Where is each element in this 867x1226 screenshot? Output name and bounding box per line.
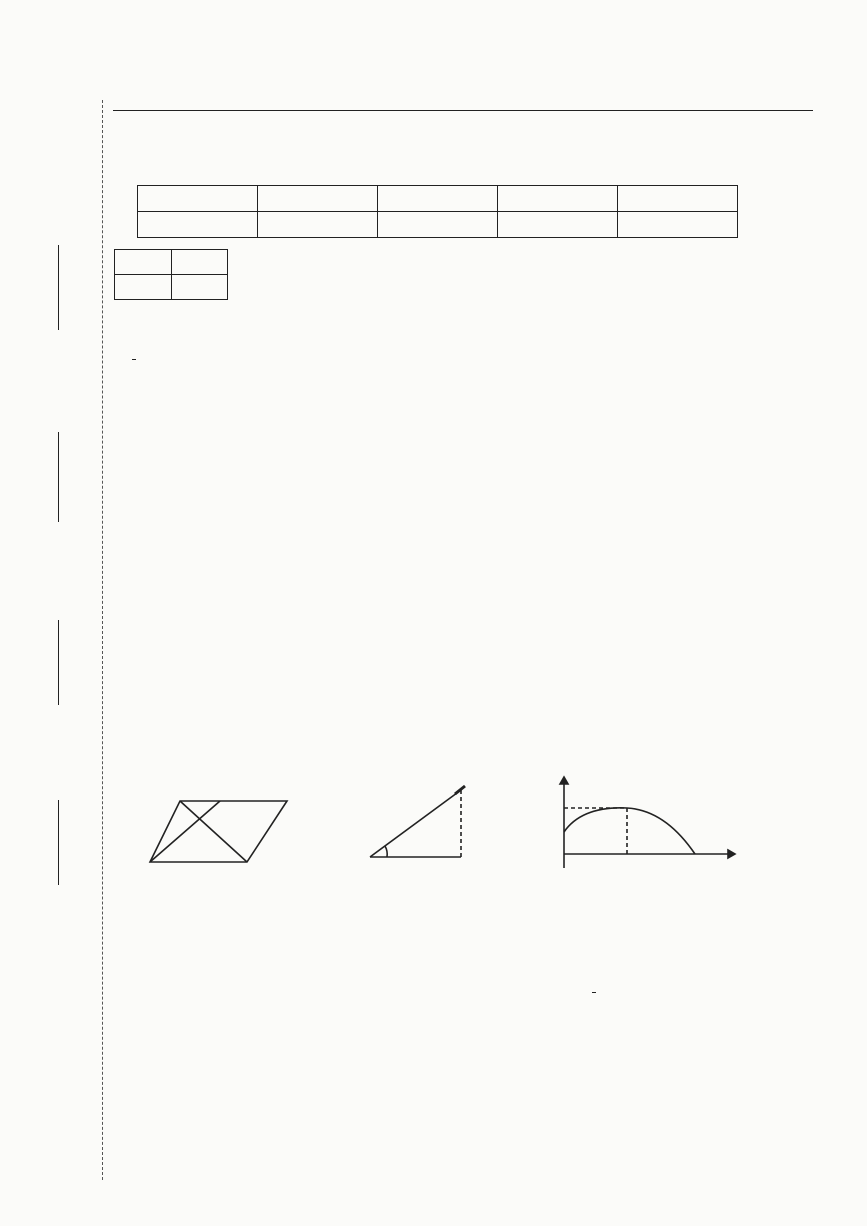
- score-cell[interactable]: [498, 212, 618, 238]
- score-row-label: [138, 212, 258, 238]
- figure-5-parallelogram: [135, 785, 305, 880]
- binding-rule: [58, 800, 59, 885]
- score-head-1: [258, 186, 378, 212]
- grader-name-label: [171, 250, 228, 275]
- skier-mark: [455, 786, 465, 794]
- figure-6-slope: [355, 780, 485, 880]
- binding-rule: [58, 245, 59, 330]
- score-cell[interactable]: [618, 212, 738, 238]
- cut-line: [102, 100, 103, 1180]
- score-head-label: [138, 186, 258, 212]
- q6-option-d: [592, 982, 596, 1000]
- score-cell[interactable]: [378, 212, 498, 238]
- grader-score-label: [115, 250, 172, 275]
- binding-rule: [58, 620, 59, 705]
- grader-box: [114, 249, 228, 300]
- segment-bd: [180, 801, 247, 862]
- score-table: [137, 185, 738, 238]
- frac-num: [592, 992, 596, 993]
- score-head-2: [378, 186, 498, 212]
- x-axis-arrow: [728, 850, 735, 858]
- score-cell[interactable]: [258, 212, 378, 238]
- fraction: [132, 359, 136, 360]
- score-head-total: [618, 186, 738, 212]
- parallelogram-abcd: [150, 801, 287, 862]
- q1-option-a: [132, 349, 136, 367]
- grader-score-cell[interactable]: [115, 275, 172, 300]
- segment-ae: [150, 801, 220, 862]
- grader-name-cell[interactable]: [171, 275, 228, 300]
- segment-ab: [370, 790, 461, 857]
- score-head-3: [498, 186, 618, 212]
- exam-title: [0, 138, 867, 172]
- fraction: [592, 992, 596, 993]
- y-axis-arrow: [560, 777, 568, 784]
- header-rule: [113, 110, 813, 111]
- angle-arc: [385, 846, 387, 857]
- binding-rule: [58, 432, 59, 522]
- frac-num: [132, 359, 136, 360]
- figure-8-parabola: [540, 772, 740, 882]
- parabola-curve: [564, 808, 695, 854]
